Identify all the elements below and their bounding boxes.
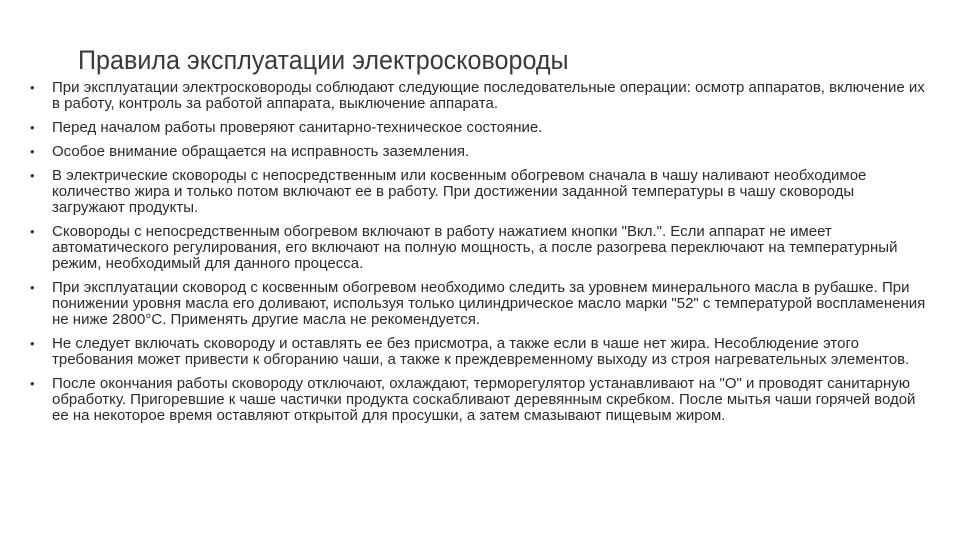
- bullet-item: [30, 280, 930, 328]
- bullet-icon: •: [30, 280, 35, 295]
- bullet-icon: •: [30, 336, 35, 351]
- bullet-text: При эксплуатации сковород с косвенным обогревом необходимо следить за уровнем минерального масла в рубашке. При понижении уровня масла его доливают, используя только цилиндрическое масло марки "52" с температурой воспламенения не ниже 2800°С. Применять другие масла не рекомендуется.: [52, 279, 926, 328]
- bullet-text: В электрические сковороды с непосредственным или косвенным обогревом сначала в чашу наливают необходимое количество жира и только потом включают ее в работу. При достижении заданной температуры в чашу сковороды загружают продукты.: [52, 167, 867, 216]
- bullet-icon: •: [30, 168, 35, 183]
- bullet-text: При эксплуатации электросковороды соблюдают следующие последовательные операции: осмотр аппаратов, включение их в работу, контроль за работой аппарата, выключение аппарата.: [52, 79, 925, 112]
- bullet-text: После окончания работы сковороду отключают, охлаждают, терморегулятор устанавливают на "О" и проводят санитарную обработку. Пригоревшие к чаше частички продукта соскабливают деревянным скребком. После мытья чаши горячей водой ее на некоторое время оставляют открытой для просушки, а затем смазывают пищевым жиром.: [52, 375, 916, 424]
- bullet-icon: •: [30, 80, 35, 95]
- bullet-item: [30, 376, 930, 424]
- bullet-icon: •: [30, 144, 35, 159]
- bullet-icon: •: [30, 376, 35, 391]
- slide-title: Правила эксплуатации электросковороды: [78, 45, 569, 75]
- bullet-item: [30, 80, 930, 112]
- bullet-item: [30, 336, 930, 368]
- bullet-text: Сковороды с непосредственным обогревом включают в работу нажатием кнопки "Вкл.". Если аппарат не имеет автоматического регулирования, его включают на полную мощность, а после разогрева переключают на температурный режим, необходимый для данного процесса.: [52, 223, 898, 272]
- bullet-item: [30, 144, 930, 160]
- bullet-item: [30, 224, 930, 272]
- bullet-item: [30, 168, 930, 216]
- bullet-item: [30, 120, 930, 136]
- bullet-text: Не следует включать сковороду и оставлять ее без присмотра, а также если в чаше нет жира. Несоблюдение этого требования может привести к обгоранию чаши, а также к преждевременному выходу из строя нагревательных элементов.: [52, 335, 910, 368]
- bullet-icon: •: [30, 224, 35, 239]
- bullet-icon: •: [30, 120, 35, 135]
- bullet-text: Перед началом работы проверяют санитарно-техническое состояние.: [52, 119, 543, 136]
- bullet-text: Особое внимание обращается на исправность заземления.: [52, 143, 470, 160]
- bullet-list: [30, 80, 930, 432]
